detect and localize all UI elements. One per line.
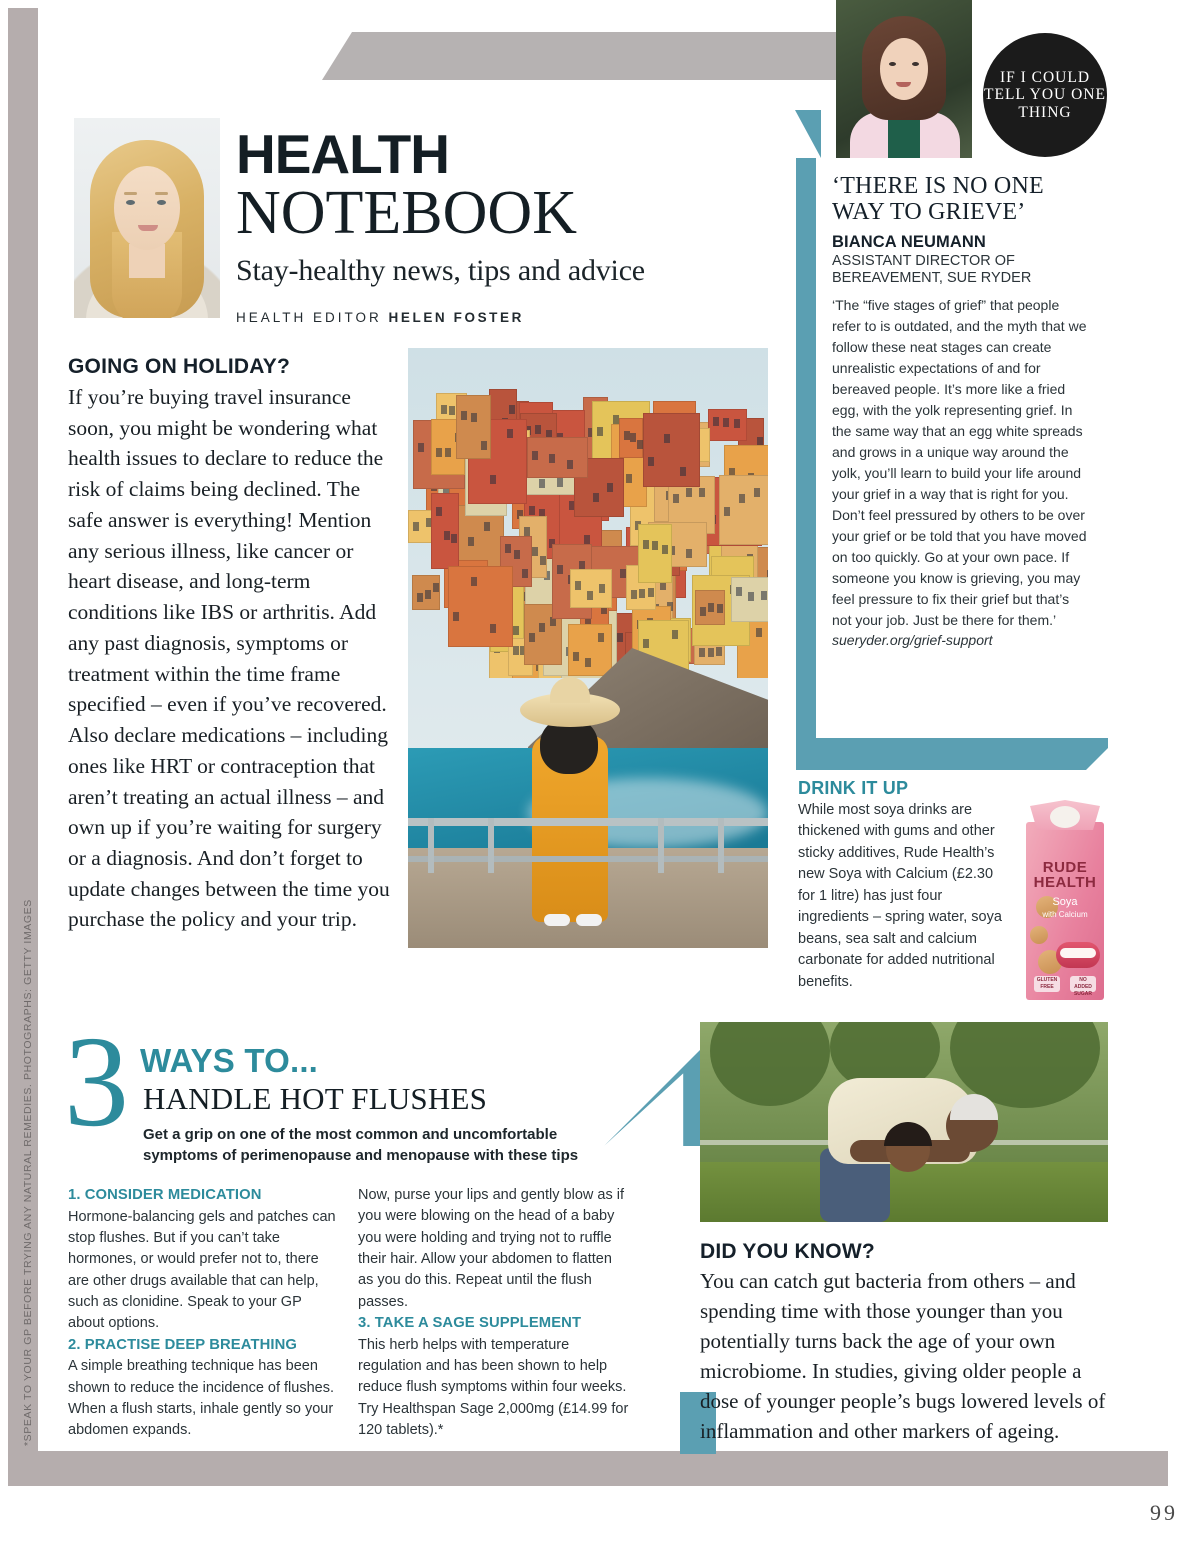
tips-column-right	[358, 1185, 630, 1441]
drink-it-up-body: While most soya drinks are thickened with gums and other sticky additives, Rude Health’s new Soya with Calcium (£2.30 for 1 litre) has just four ingredients – spring water, soya beans, sea salt and calcium carbonate for added nutritional benefits.	[798, 802, 1002, 990]
masthead-title-line1: HEALTH	[236, 123, 449, 185]
ways-deck: Get a grip on one of the most common and uncomfortable symptoms of perimenopause and menopause with these tips	[143, 1126, 579, 1165]
rude-health-soya-carton	[1022, 800, 1108, 1000]
if-i-could-tell-you-one-thing-badge	[983, 33, 1107, 157]
travel-photo-cinque-terre	[408, 348, 768, 948]
decorative-grey-banner	[322, 32, 862, 80]
tip-1-heading: 1. CONSIDER MEDICATION	[68, 1187, 262, 1203]
did-you-know-body: You can catch gut bacteria from others – and spending time with those younger than you potentially turns back the age of your own microbiome. In studies, giving older people a dose of younger people’s bugs lowered levels of inflammation and other markers of ageing.	[700, 1269, 1106, 1444]
masthead-title-line2: NOTEBOOK	[236, 178, 577, 247]
tip-2-body-continued: Now, purse your lips and gently blow as if you were blowing on the head of a baby you were holding and trying not to ruffle their hair. Allow your abdomen to flatten as you do this. Repeat until the flush passes.	[358, 1187, 624, 1310]
byline-name: HELEN FOSTER	[388, 309, 524, 325]
page-number: 99	[1150, 1500, 1178, 1525]
carton-variant: Soya	[1052, 896, 1078, 908]
tip-3-body: This herb helps with temperature regulation and has been shown to help reduce flush symptoms within four weeks. Try Healthspan Sage 2,000mg (£14.99 for 120 tablets).*	[358, 1336, 629, 1438]
did-you-know-heading: DID YOU KNOW?	[700, 1240, 875, 1263]
quote-url[interactable]: sueryder.org/grief-support	[832, 632, 993, 649]
carton-badge-gluten-free: GLUTEN FREE	[1034, 976, 1060, 992]
byline-label: HEALTH EDITOR	[236, 309, 389, 325]
quote-body: ‘The “five stages of grief” that people refer to is outdated, and the myth that we follow these neat stages can create unrealistic expectations of and for bereaved people. It’s more like a fried egg, with the yolk representing grief. In the same way that an egg white spreads and grows in a unique way around the yolk, you’ll learn to build your life around your grief in a way that is right for you. Don’t feel pressured by others to be over your grief or be told that you have moved on too quickly. Go at your own pace. If someone you know is grieving, you may feel pressure to fix their grief but that’s not your job. Just be there for them.’	[832, 297, 1087, 629]
carton-badge-no-added-sugar: NO ADDED SUGAR	[1070, 976, 1096, 992]
carton-brand	[1022, 860, 1108, 891]
tips-column-left	[68, 1185, 340, 1442]
tip-3-heading: 3. TAKE A SAGE SUPPLEMENT	[358, 1314, 582, 1331]
tip-2-heading: 2. PRACTISE DEEP BREATHING	[68, 1336, 297, 1353]
carton-brand-line2: HEALTH	[1033, 874, 1097, 892]
ways-kicker: WAYS TO...	[140, 1042, 319, 1079]
expert-portrait	[836, 0, 972, 175]
quote-author-name: BIANCA NEUMANN	[832, 232, 986, 251]
ways-title: HANDLE HOT FLUSHES	[143, 1081, 488, 1116]
quote-headline: ‘THERE IS NO ONE WAY TO GRIEVE’	[832, 173, 1044, 225]
drink-it-up-heading: DRINK IT UP	[798, 778, 909, 798]
ways-big-number: 3	[64, 1010, 129, 1154]
carton-brand-line1: RUDE	[1042, 859, 1088, 876]
masthead-subtitle: Stay-healthy news, tips and advice	[236, 253, 645, 287]
masthead-byline	[236, 310, 706, 325]
grandfather-child-photo	[700, 1022, 1108, 1222]
health-editor-portrait	[74, 118, 220, 318]
carton-variant-sub: with Calcium	[1042, 910, 1088, 919]
masthead	[236, 123, 706, 325]
expert-quote-card	[816, 158, 1108, 738]
quote-author-role: ASSISTANT DIRECTOR OF BEREAVEMENT, SUE RYDER	[832, 252, 1032, 286]
tip-1-body: Hormone-balancing gels and patches can stop flushes. But if you can’t take hormones, or would prefer not to, there are other drugs available that can help, such as clonidine. Speak to your GP about options.	[68, 1208, 336, 1332]
going-on-holiday-body: If you’re buying travel insurance soon, you might be wondering what health issues to declare to reduce the risk of claims being declined. The safe answer is everything! Mention any serious illness, like cancer or heart disease, and long-term conditions like IBS or arthritis. Add any past diagnosis, symptoms or treatment within the time frame specified – even if you’ve recovered. Also declare medications – including ones like HRT or contraception that aren’t treating an actual illness – and own up if you’re waiting for surgery or a diagnosis. And don’t forget to update changes between the time you purchase the policy and your trip.	[68, 385, 390, 932]
going-on-holiday-heading: GOING ON HOLIDAY?	[68, 355, 290, 378]
tip-2-body: A simple breathing technique has been shown to reduce the incidence of flushes. When a flush starts, inhale gently so your abdomen expands.	[68, 1358, 334, 1439]
photo-credit: *SPEAK TO YOUR GP BEFORE TRYING ANY NATURAL REMEDIES. PHOTOGRAPHS: GETTY IMAGES	[22, 899, 34, 1446]
badge-label: IF I COULD TELL YOU ONE THING	[984, 68, 1106, 121]
